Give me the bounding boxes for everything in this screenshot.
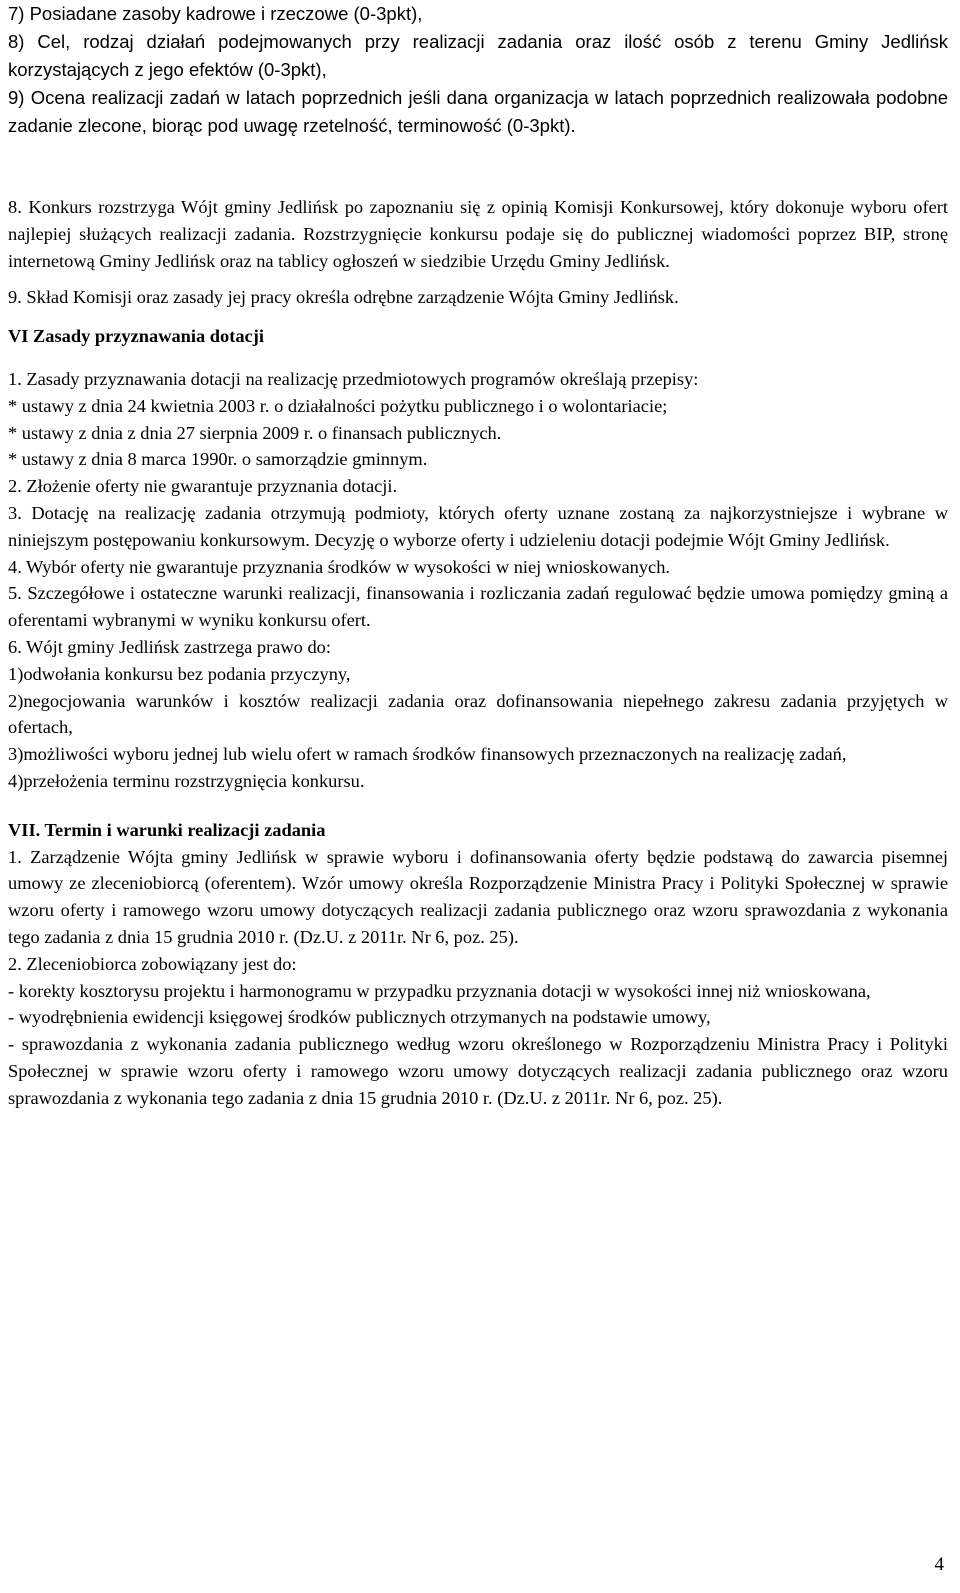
list-item: 4)przełożenia terminu rozstrzygnięcia konkursu. bbox=[8, 770, 365, 791]
section-vii-heading: VII. Termin i warunki realizacji zadania bbox=[8, 819, 326, 840]
list-item: 1. Zarządzenie Wójta gminy Jedlińsk w sprawie wyboru i dofinansowania oferty będzie podstawą do zawarcia pisemnej umowy ze zleceniobiorcą (oferentem). Wzór umowy określa Rozporządzenie Ministra Pracy i Polityki Społecznej w sprawie wzoru oferty i ramowego wzoru umowy dotyczących realizacji zadania publicznego oraz wzoru sprawozdania z wykonania tego zadania z dnia 15 grudnia 2010 r. (Dz.U. z 2011r. Nr 6, poz. 25). bbox=[8, 846, 948, 947]
list-item: 5. Szczegółowe i ostateczne warunki realizacji, finansowania i rozliczania zadań regulować będzie umowa pomiędzy gminą a oferentami wybranymi w wyniku konkursu ofert. bbox=[8, 583, 948, 631]
list-item: 2)negocjowania warunków i kosztów realizacji zadania oraz dofinansowania niepełnego zakresu zadania przyjętych w ofertach, bbox=[8, 690, 948, 738]
list-item: 1)odwołania konkursu bez podania przyczyny, bbox=[8, 663, 351, 684]
criterion-8: 8) Cel, rodzaj działań podejmowanych przy realizacji zadania oraz ilość osób z terenu Gminy Jedlińsk korzystających z jego efektów (0-3pkt), bbox=[8, 31, 948, 80]
evaluation-criteria-list bbox=[8, 0, 948, 140]
paragraph-9: 9. Skład Komisji oraz zasady jej pracy określa odrębne zarządzenie Wójta Gminy Jedlińsk. bbox=[8, 287, 679, 308]
criterion-9: 9) Ocena realizacji zadań w latach poprzednich jeśli dana organizacja w latach poprzednich realizowała podobne zadanie zlecone, biorąc pod uwagę rzetelność, terminowość (0-3pkt). bbox=[8, 87, 948, 136]
section-vi-heading: VI Zasady przyznawania dotacji bbox=[8, 326, 264, 347]
paragraph-8: 8. Konkurs rozstrzyga Wójt gminy Jedlińsk po zapoznaniu się z opinią Komisji Konkursowej, który dokonuje wyboru ofert najlepiej służących realizacji zadania. Rozstrzygnięcie konkursu podaje się do publicznej wiadomości poprzez BIP, stronę internetową Gminy Jedlińsk oraz na tablicy ogłoszeń w siedzibie Urzędu Gminy Jedlińsk. bbox=[8, 197, 948, 271]
list-item: * ustawy z dnia z dnia 27 sierpnia 2009 r. o finansach publicznych. bbox=[8, 422, 502, 443]
list-item: 2. Złożenie oferty nie gwarantuje przyznania dotacji. bbox=[8, 476, 398, 497]
list-item: - sprawozdania z wykonania zadania publicznego według wzoru określonego w Rozporządzeniu Ministra Pracy i Polityki Społecznej w sprawie wzoru oferty i ramowego wzoru umowy dotyczących realizacji zadania publicznego oraz wzoru sprawozdania z wykonania tego zadania z dnia 15 grudnia 2010 r. (Dz.U. z 2011r. Nr 6, poz. 25). bbox=[8, 1034, 948, 1108]
list-item: 3. Dotację na realizację zadania otrzymują podmioty, których oferty uznane zostaną za najkorzystniejsze i wybrane w niniejszym postępowaniu konkursowym. Decyzję o wyborze oferty i udzieleniu dotacji podejmie Wójt Gminy Jedlińsk. bbox=[8, 502, 948, 550]
list-item: 1. Zasady przyznawania dotacji na realizację przedmiotowych programów określają przepisy: bbox=[8, 368, 699, 389]
list-item: 3)możliwości wyboru jednej lub wielu ofert w ramach środków finansowych przeznaczonych na realizację zadań, bbox=[8, 744, 847, 765]
list-item: * ustawy z dnia 8 marca 1990r. o samorządzie gminnym. bbox=[8, 449, 428, 470]
section-vi-body bbox=[8, 366, 948, 795]
list-item: * ustawy z dnia 24 kwietnia 2003 r. o działalności pożytku publicznego i o wolontariacie; bbox=[8, 395, 668, 416]
main-text bbox=[8, 194, 948, 1112]
section-vii-body bbox=[8, 844, 948, 1112]
page-number: 4 bbox=[934, 1554, 944, 1575]
list-item: - wyodrębnienia ewidencji księgowej środków publicznych otrzymanych na podstawie umowy, bbox=[8, 1007, 711, 1028]
criterion-7: 7) Posiadane zasoby kadrowe i rzeczowe (0-3pkt), bbox=[8, 3, 423, 24]
list-item: 4. Wybór oferty nie gwarantuje przyznania środków w wysokości w niej wnioskowanych. bbox=[8, 556, 670, 577]
list-item: 2. Zleceniobiorca zobowiązany jest do: bbox=[8, 953, 297, 974]
list-item: - korekty kosztorysu projektu i harmonogramu w przypadku przyznania dotacji w wysokości innej niż wnioskowana, bbox=[8, 980, 871, 1001]
list-item: 6. Wójt gminy Jedlińsk zastrzega prawo do: bbox=[8, 636, 331, 657]
